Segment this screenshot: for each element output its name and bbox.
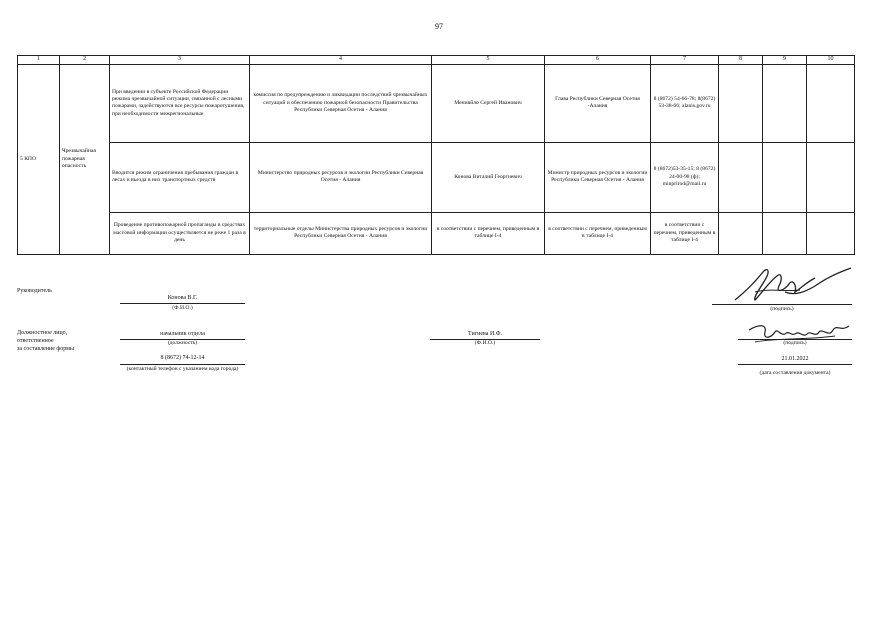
responsible-label-2: ответственное [17, 338, 54, 344]
head-name-line [120, 303, 245, 304]
phone-caption: (контактный телефон с указанием кода города) [126, 366, 239, 372]
position-cell: в соответствии с перечнем, приведенным в таблице I-4 [545, 212, 651, 254]
position-value: начальник отдела [160, 331, 205, 337]
measure-cell: Проведение противопожарной пропаганды в средствах массовой информации осуществляется не реже 1 раза в день [110, 212, 250, 254]
head-signature-line [712, 304, 852, 305]
responsible-label-3: за составление формы [17, 346, 74, 352]
responsible-label-1: Должностное лицо, [17, 330, 68, 336]
position-caption: (должность) [167, 340, 198, 346]
col-header: 6 [545, 56, 651, 65]
head-label: Руководитель [17, 288, 52, 294]
date-value: 21.01.2022 [781, 356, 809, 362]
responsible-body-cell: комиссия по предупреждению и ликвидации последствий чрезвычайных ситуаций и обеспечению пожарной безопасности Правительства Республики Северная Осетия - Алания [250, 64, 432, 142]
position-cell: Глава Республики Северная Осетия -Алания [545, 64, 651, 142]
head-name: Конова В.Г. [167, 295, 198, 301]
empty-cell [719, 142, 763, 212]
col-header: 2 [60, 56, 110, 65]
empty-cell [763, 212, 807, 254]
col-header: 9 [763, 56, 807, 65]
responsible-body-cell: Министерство природных ресурсов и экологии Республики Северная Осетия - Алания [250, 142, 432, 212]
person-cell: Менияйло Сергей Иванович [432, 64, 545, 142]
col-header: 1 [18, 56, 60, 65]
empty-cell [763, 142, 807, 212]
row-code: 5 КПО [18, 64, 60, 254]
measure-cell: При введении в субъекте Российской Федерации режима чрезвычайной ситуации, связанной с лесными пожарами, задействуются все ресурсы пожаротушения, при необходимости межрегиональные [110, 64, 250, 142]
header-row [18, 56, 855, 65]
col-header: 4 [250, 56, 432, 65]
contacts-cell: 8 (8672)53-35-15; 8 (8672) 24-00-98 (ф); minprirod@mail.ru [651, 142, 719, 212]
col-header: 10 [807, 56, 855, 65]
measure-cell: Вводится режим ограничения пребывания граждан в лесах и въезда в них транспортных средств [110, 142, 250, 212]
person-cell: в соответствии с перечнем, приведенным в таблице I-4 [432, 212, 545, 254]
empty-cell [807, 212, 855, 254]
table-row [18, 212, 855, 254]
plan-table [17, 55, 855, 255]
phone-line [120, 364, 245, 365]
head-signature-image [725, 262, 855, 307]
col-header: 5 [432, 56, 545, 65]
col-header: 7 [651, 56, 719, 65]
table-row [18, 142, 855, 212]
responsible-name: Тигиева И.Ф. [467, 331, 503, 337]
empty-cell [763, 64, 807, 142]
empty-cell [807, 142, 855, 212]
head-signature-caption: (подпись) [770, 306, 794, 312]
responsible-body-cell: территориальные отделы Министерства природных ресурсов и экологии Республики Северная Осетия - Алания [250, 212, 432, 254]
head-fio-caption: (Ф.И.О.) [172, 305, 193, 311]
empty-cell [807, 64, 855, 142]
empty-cell [719, 64, 763, 142]
position-cell: Министр природных ресурсов и экологии Республики Северная Осетия - Алания [545, 142, 651, 212]
row-type: Чрезвычайная пожарная опасность [60, 64, 110, 254]
responsible-signature-caption: (подпись) [783, 340, 807, 346]
page-number: 97 [435, 22, 443, 31]
date-line [738, 364, 852, 365]
table-row [18, 64, 855, 142]
col-header: 3 [110, 56, 250, 65]
contacts-cell: в соответствии с перечнем, приведенным в таблице I-4 [651, 212, 719, 254]
phone-value: 8 (8672) 74-12-14 [160, 355, 205, 361]
date-caption: (дата составления документа) [759, 370, 831, 376]
contacts-cell: 8 (8672) 54-66-78; 8(8672) 53-38-66; alanis.gov.ru [651, 64, 719, 142]
person-cell: Конова Виталий Георгиевич [432, 142, 545, 212]
col-header: 8 [719, 56, 763, 65]
responsible-fio-caption: (Ф.И.О.) [474, 340, 496, 346]
empty-cell [719, 212, 763, 254]
